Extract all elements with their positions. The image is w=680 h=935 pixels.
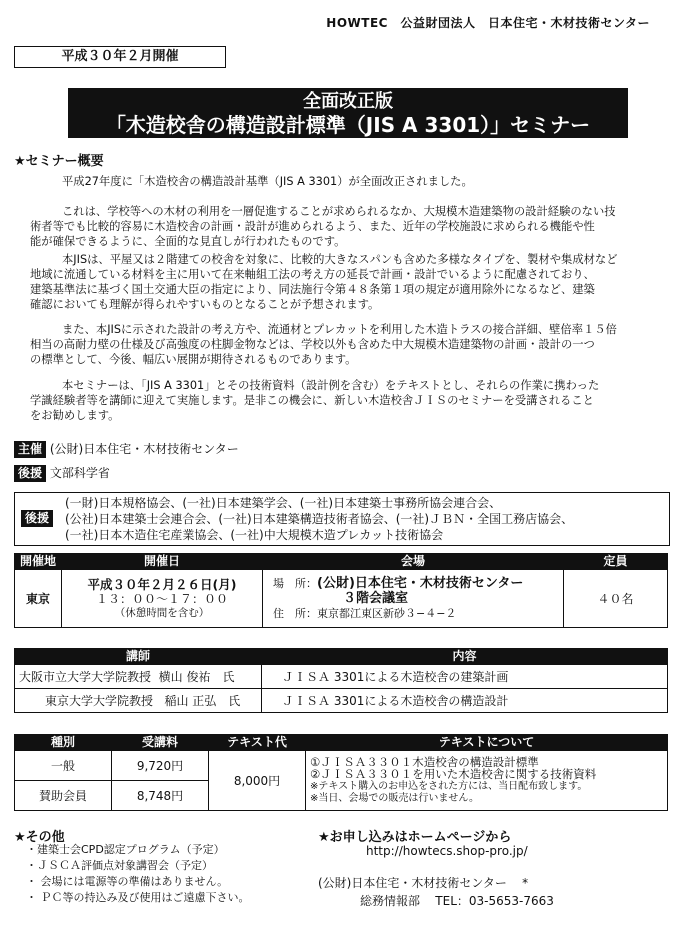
type-cell: 賛助会員 — [15, 781, 112, 811]
content-cell: ＪＩＳＡ 3301による木造校舎の構造設計 — [262, 689, 668, 713]
venue-cell: 場 所：(公財)日本住宅・木材技術センター ３階会議室 住 所：東京都江東区新砂３−４−２ — [263, 570, 564, 628]
header-content: 内容 — [262, 649, 668, 665]
lecturer-row — [15, 665, 668, 689]
support-row-1 — [14, 465, 110, 482]
venue-table — [14, 553, 668, 628]
header-capacity: 定員 — [564, 554, 668, 570]
header-venue: 会場 — [263, 554, 564, 570]
organization-header: HOWTEC 公益財団法人 日本住宅・木材技術センター — [326, 16, 650, 30]
host-label: 主催 — [14, 441, 46, 458]
title-banner — [68, 88, 628, 138]
telephone: TEL：03-5653-7663 — [435, 894, 554, 908]
other-heading: ★その他 — [14, 830, 65, 845]
list-item: ・建築士会CPD認定プログラム（予定） — [26, 843, 225, 856]
header-lecturer: 講師 — [15, 649, 262, 665]
capacity-cell: ４０名 — [564, 570, 668, 628]
fee-cell: 9,720円 — [112, 751, 209, 781]
location-cell: 東京 — [15, 570, 62, 628]
fee-table — [14, 734, 668, 811]
event-date-box: 平成３０年２月開催 — [14, 46, 226, 68]
overview-paragraph-2: これは、学校等への木材の利用を一層促進することが求められるなか、大規模木造建築物の設計経験のない技 術者等でも比較的容易に木造校舎の計画・設計が進められるよう、また、近年の学校施設に求められる機能や性 能が確保できるように、全面的な見直しが行われたものです。 — [30, 205, 616, 248]
lecturer-table — [14, 648, 668, 713]
overview-paragraph-3: 本JISは、平屋又は２階建ての校舎を対象に、比較的大きなスパンも含めた多様なタイプを、製材や集成材など 地域に流通している材料を主に用いて在来軸組工法の考え方の延長で計画・設計でいるように配慮されており、 建築基準法に基づく国土交通大臣の指定により、同法施行令第４８条第１項の規定が適用除外になるなど、建築 確認においても理解が得られやすいものとなることが予想されます。 — [30, 253, 618, 311]
apply-url[interactable]: http://howtecs.shop-pro.jp/ — [366, 844, 528, 858]
support-label-2: 後援 — [21, 510, 53, 527]
lecturer-cell: 大阪市立大学大学院教授 横山 俊祐 氏 — [15, 665, 262, 689]
fee-cell: 8,748円 — [112, 781, 209, 811]
content-cell: ＪＩＳＡ 3301による木造校舎の建築計画 — [262, 665, 668, 689]
title-line-1: 全面改正版 — [303, 91, 393, 112]
host-row — [14, 441, 239, 458]
overview-paragraph-1: 平成27年度に「木造校舎の構造設計基準（JIS A 3301）が全面改正されました。 — [62, 175, 473, 188]
header-location: 開催地 — [15, 554, 62, 570]
support-name-1: 文部科学省 — [49, 466, 110, 480]
other-list — [26, 842, 250, 906]
text-fee-cell: 8,000円 — [209, 751, 306, 811]
header-text-notes: テキストについて — [306, 735, 668, 751]
apply-heading: ★お申し込みはホームページから — [318, 830, 512, 845]
lecturer-cell: 東京大学大学院教授 稲山 正弘 氏 — [15, 689, 262, 713]
apply-org: (公財)日本住宅・木材技術センター * — [318, 876, 529, 890]
title-line-2: 「木造校舎の構造設計標準（JIS A 3301）」セミナー — [105, 113, 591, 137]
apply-contact — [360, 892, 554, 909]
date-cell: 平成３０年２月２６日(月) １３：００〜１７：００ （休憩時間を含む） — [62, 570, 263, 628]
list-item: ・ ＰＣ等の持込み及び使用はご遠慮下さい。 — [26, 891, 250, 904]
header-type: 種別 — [15, 735, 112, 751]
type-cell: 一般 — [15, 751, 112, 781]
fee-row — [15, 751, 668, 781]
header-fee: 受講料 — [112, 735, 209, 751]
header-text-fee: テキスト代 — [209, 735, 306, 751]
list-item: ・ＪＳＣＡ評価点対象講習会（予定） — [26, 859, 213, 872]
department: 総務情報部 — [360, 894, 421, 908]
support-box-2 — [14, 492, 670, 546]
overview-heading: ★セミナー概要 — [14, 154, 104, 169]
mark: * — [522, 876, 529, 890]
text-notes-cell: ①ＪＩＳＡ３３０１木造校舎の構造設計標準 ②ＪＩＳＡ３３０１を用いた木造校舎に関する技術資料 ※テキスト購入のお申込をされた方には、当日配布致します。 ※当日、会場での販売は行いません。 — [306, 751, 668, 811]
overview-paragraph-4: また、本JISに示された設計の考え方や、流通材とプレカットを利用した木造トラスの接合詳細、壁倍率１５倍 相当の高耐力壁の仕様及び高強度の柱脚金物などは、学校以外も含めた中大規模木造建築物の計画・設計の一つ の標準として、今後、幅広い展開が期待されるものであります。 — [30, 323, 617, 366]
list-item: ・ 会場には電源等の準備はありません。 — [26, 875, 229, 888]
host-name: (公財)日本住宅・木材技術センター — [49, 442, 239, 456]
support-list-2: (一財)日本規格協会、(一社)日本建築学会、(一社)日本建築士事務所協会連合会、 (公社)日本建築士会連合会、(一社)日本建築構造技術者協会、(一社)ＪＢＮ・全国工務店協会、 (一社)日本木造住宅産業協会、(一社)中大規模木造プレカット技術協会 — [65, 496, 574, 542]
lecturer-row — [15, 689, 668, 713]
header-date: 開催日 — [62, 554, 263, 570]
support-label-1: 後援 — [14, 465, 46, 482]
overview-paragraph-5: 本セミナーは、「JIS A 3301」とその技術資料（設計例を含む）をテキストとし、それらの作業に携わった 学識経験者等を講師に迎えて実施します。是非この機会に、新しい木造校舎ＪＩＳのセミナーを受講されること をお勧めします。 — [30, 379, 600, 422]
